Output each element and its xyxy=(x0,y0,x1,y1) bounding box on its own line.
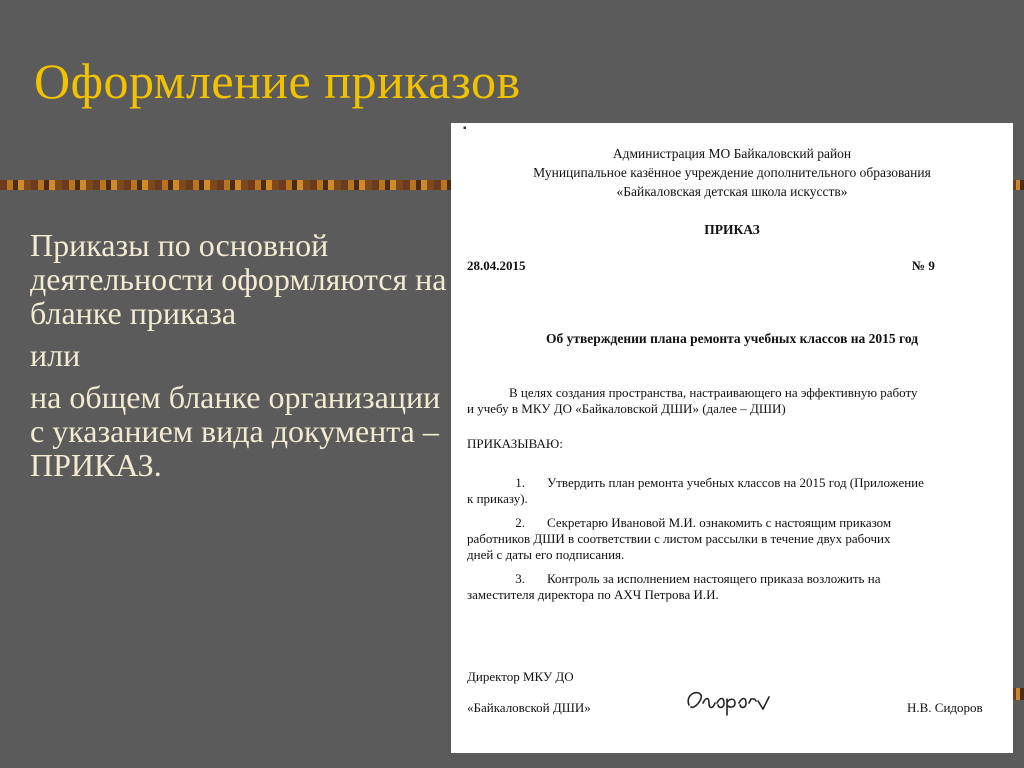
item-line: заместителя директора по АХЧ Петрова И.И. xyxy=(467,587,719,602)
doc-type: ПРИКАЗ xyxy=(704,222,760,237)
body-paragraph: на общем бланке организации с указанием вида документа – ПРИКАЗ. xyxy=(30,379,441,483)
doc-intro xyxy=(467,385,1013,417)
item-line: Контроль за исполнением настоящего приказа возложить на xyxy=(547,571,881,586)
signature-image xyxy=(683,685,773,719)
doc-header-line: «Байкаловская детская школа искусств» xyxy=(616,184,848,199)
item-line: к приказу). xyxy=(467,491,528,506)
doc-heading: Об утверждении плана ремонта учебных классов на 2015 год xyxy=(545,331,919,346)
intro-line: В целях создания пространства, настраивающего на эффективную работу xyxy=(509,385,918,400)
body-paragraph: Приказы по основной деятельности оформляются на бланке приказа xyxy=(30,227,447,331)
decorative-band-right-bottom xyxy=(1012,688,1024,700)
doc-item xyxy=(467,515,1013,563)
item-line: Секретарю Ивановой М.И. ознакомить с настоящим приказом xyxy=(547,515,892,530)
signer-org: «Байкаловской ДШИ» xyxy=(467,700,591,715)
item-line: дней с даты его подписания. xyxy=(467,547,625,562)
item-number: 3. xyxy=(515,571,525,586)
doc-item xyxy=(467,571,1013,603)
decorative-band xyxy=(0,180,460,190)
order-word: ПРИКАЗЫВАЮ: xyxy=(467,436,563,451)
signer-name: Н.В. Сидоров xyxy=(907,700,983,715)
signer-title: Директор МКУ ДО xyxy=(467,669,574,684)
item-line: работников ДШИ в соответствии с листом рассылки в течение двух рабочих xyxy=(467,531,891,546)
slide-body xyxy=(30,228,450,490)
slide-title: Оформление приказов xyxy=(34,53,521,109)
corner-mark: ▪ xyxy=(463,123,467,134)
doc-number: № 9 xyxy=(912,258,935,273)
item-line: Утвердить план ремонта учебных классов на 2015 год (Приложение xyxy=(547,475,924,490)
item-number: 2. xyxy=(515,515,525,530)
doc-header-line: Муниципальное казённое учреждение дополнительного образования xyxy=(533,165,931,180)
intro-line: и учебу в МКУ ДО «Байкаловской ДШИ» (далее – ДШИ) xyxy=(467,401,786,416)
decorative-band-right xyxy=(1012,180,1024,190)
doc-item xyxy=(467,475,1013,507)
doc-header-line: Администрация МО Байкаловский район xyxy=(612,146,852,161)
body-paragraph: или xyxy=(30,337,81,373)
order-document-image xyxy=(451,123,1013,753)
doc-date: 28.04.2015 xyxy=(467,258,526,273)
item-number: 1. xyxy=(515,475,525,490)
